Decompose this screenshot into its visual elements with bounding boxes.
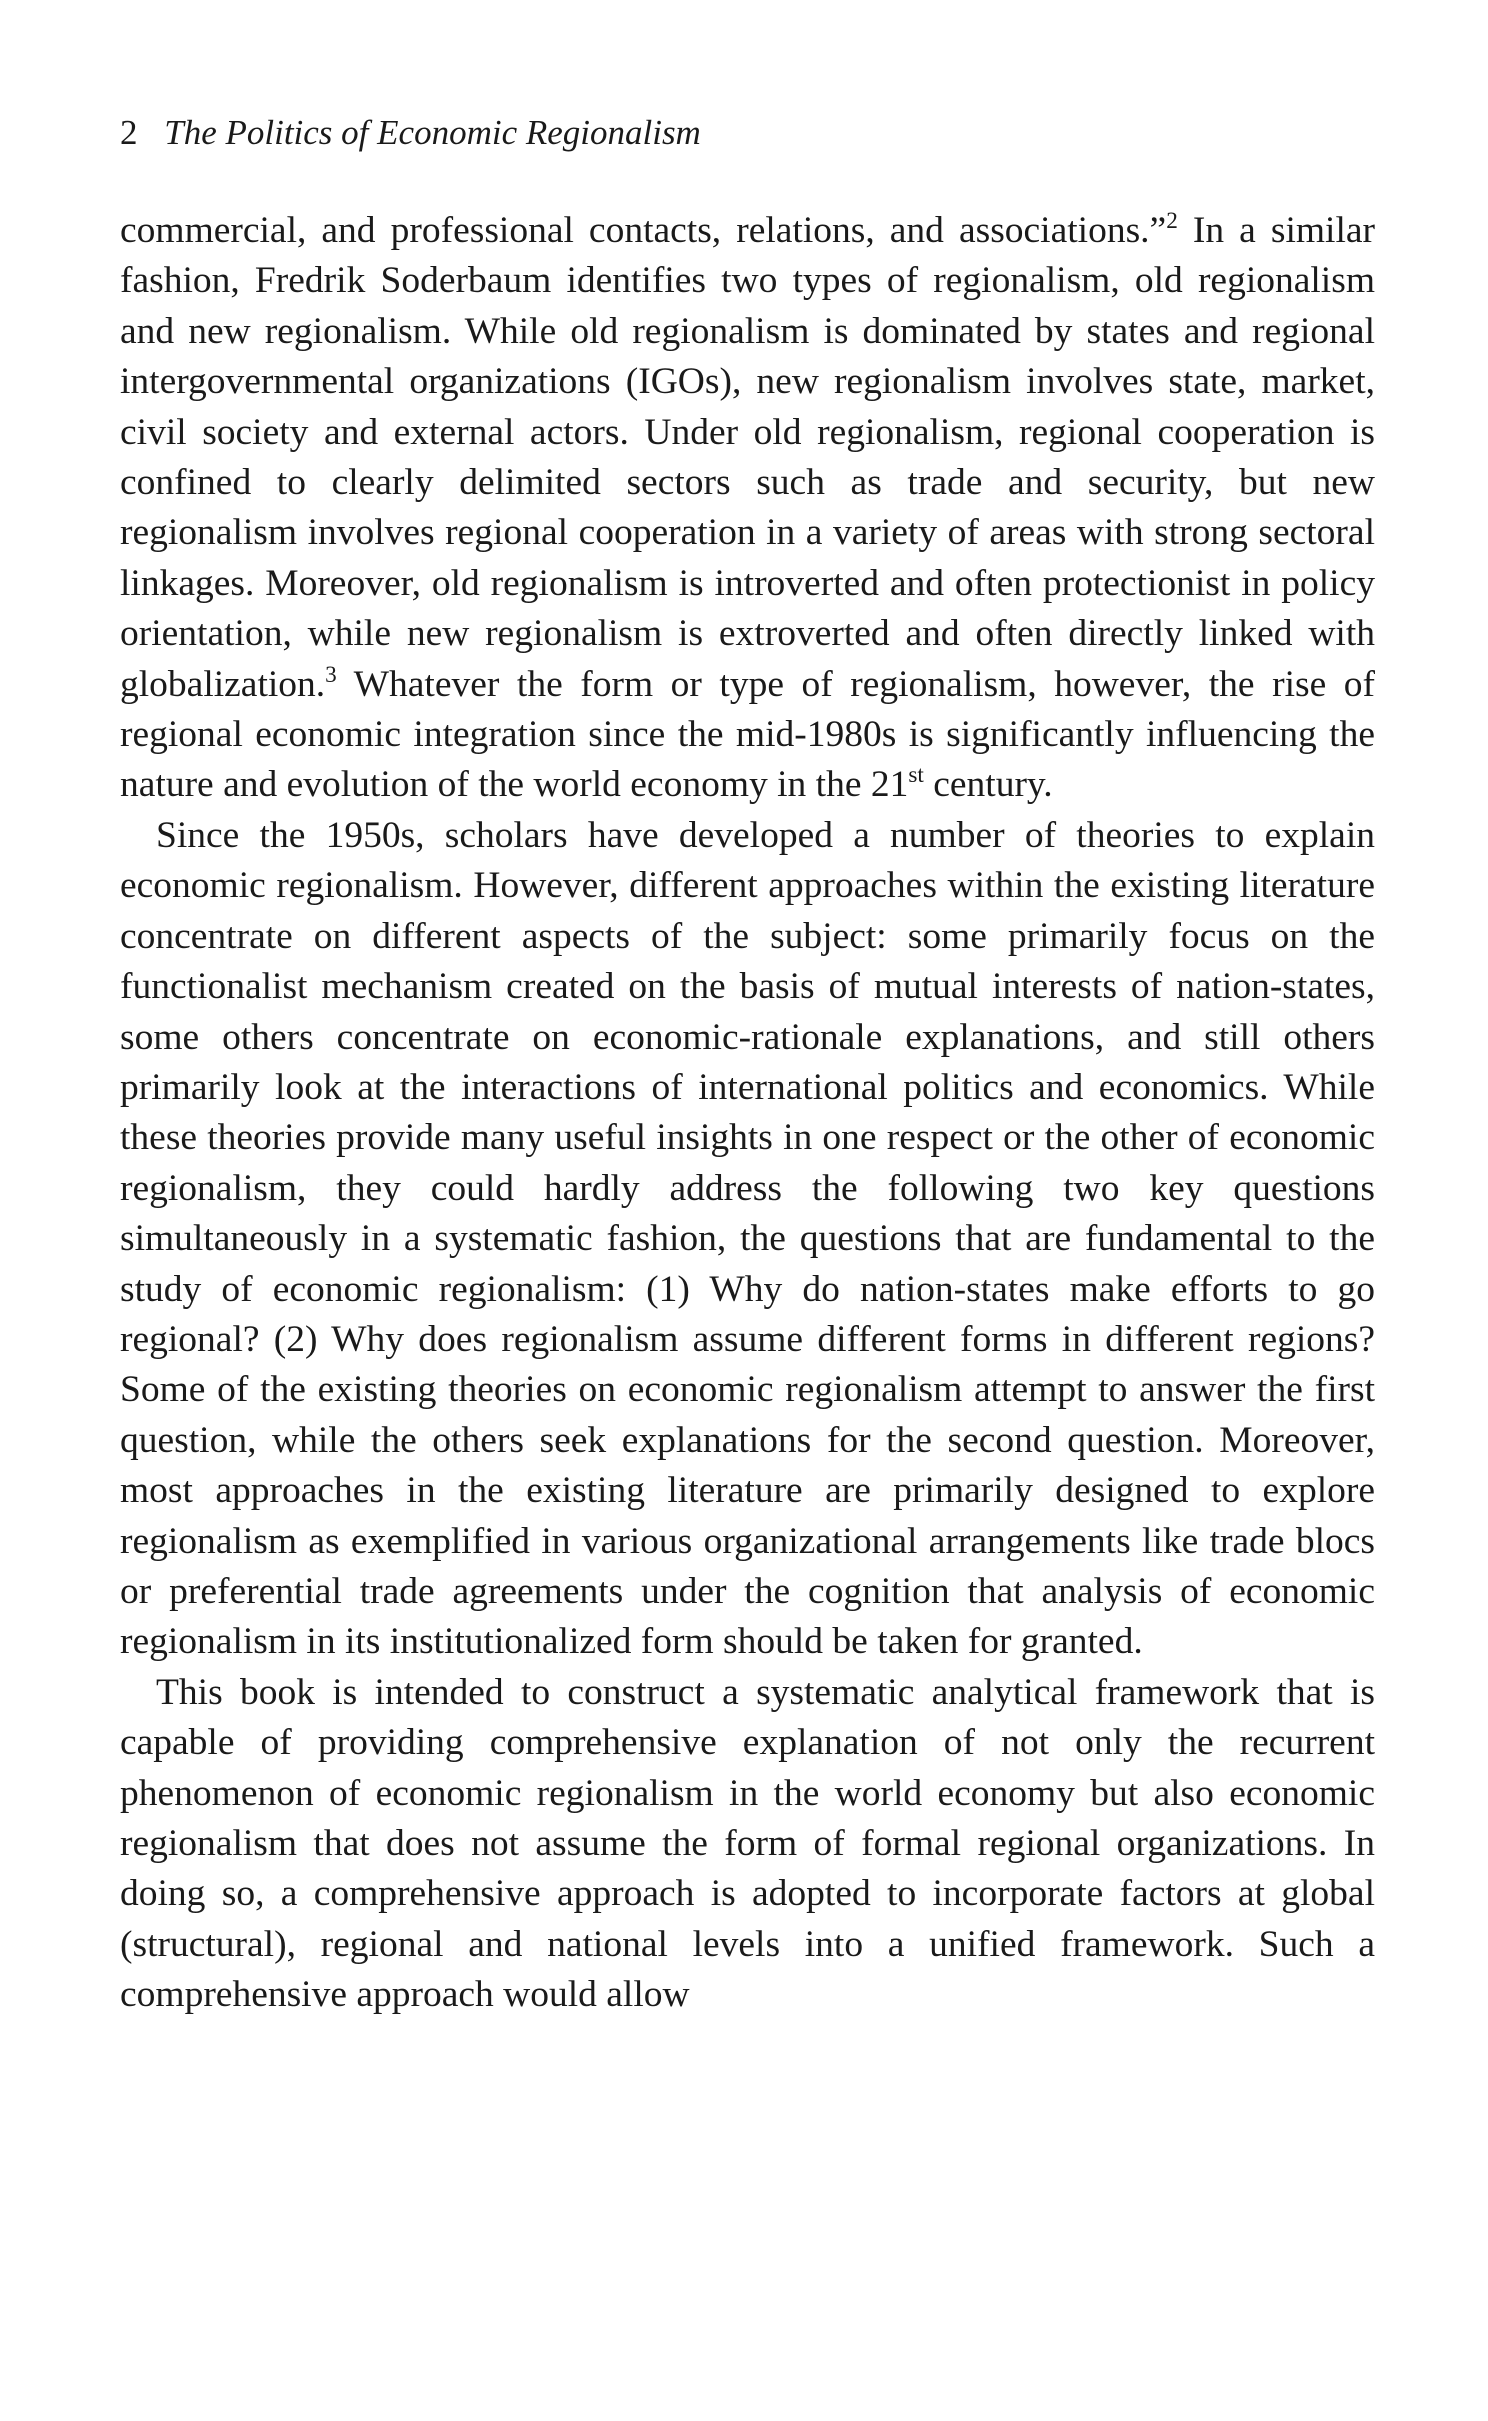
paragraph-1-text-b: In a similar fashion, Fredrik Soderbaum identifies two types of regionalism, old regionalism and new regionalism. While old regionalism is dominated by states and regional intergovernmental organizations (IGOs), new regionalism involves state, market, civil society and external actors. Under old regionalism, regional cooperation is confined to clearly delimited sectors such as trade and security, but new regionalism involves regional cooperation in a variety of areas with strong sectoral linkages. Moreover, old regionalism is introverted and often protectionist in policy orientation, while new regionalism is extroverted and often directly linked with globalization. [120,210,1375,705]
page-number: 2 [120,113,138,152]
paragraph-1 [120,206,1375,811]
footnote-ref-2: 2 [1166,208,1178,235]
paragraph-1-text-a: commercial, and professional contacts, relations, and associations.” [120,210,1167,251]
running-head [120,108,1375,158]
book-page [120,108,1375,2021]
paragraph-3: This book is intended to construct a systematic analytical framework that is capable of providing comprehensive explanation of not only the recurrent phenomenon of economic regionalism in the world economy but also economic regionalism that does not assume the form of formal regional organizations. In doing so, a comprehensive approach is adopted to incorporate factors at global (structural), regional and national levels into a unified framework. Such a comprehensive approach would allow [120,1671,1375,2016]
footnote-ref-3: 3 [325,661,337,688]
paragraph-1-text-d: century. [923,764,1053,806]
ordinal-suffix: st [908,762,924,789]
paragraph-1-text-c: Whatever the form or type of regionalism, however, the rise of regional economic integration since the mid-1980s is significantly influencing the nature and evolution of the world economy in the 21 [120,663,1375,806]
body-text [120,206,1375,2021]
paragraph-2: Since the 1950s, scholars have developed a number of theories to explain economic regionalism. However, different approaches within the existing literature concentrate on different aspects of the subject: some primarily focus on the functionalist mechanism created on the basis of mutual interests of nation-states, some others concentrate on economic-rationale explanations, and still others primarily look at the interactions of international politics and economics. While these theories provide many useful insights in one respect or the other of economic regionalism, they could hardly address the following two key questions simultaneously in a systematic fashion, the questions that are fundamental to the study of economic regionalism: (1) Why do nation-states make efforts to go regional? (2) Why does regionalism assume different forms in different regions? Some of the existing theories on economic regionalism attempt to answer the first question, while the others seek explanations for the second question. Moreover, most approaches in the existing literature are primarily designed to explore regionalism as exemplified in various organizational arrangements like trade blocs or preferential trade agreements under the cognition that analysis of economic regionalism in its institutionalized form should be taken for granted. [120,814,1375,1663]
running-title: The Politics of Economic Regionalism [164,113,701,152]
